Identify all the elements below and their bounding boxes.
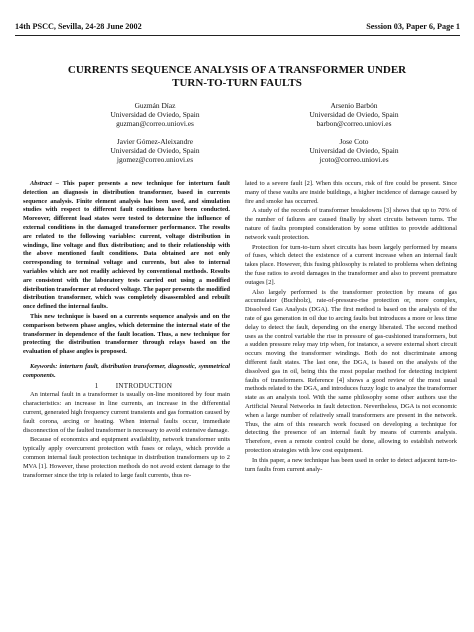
author-name: Javier Gómez-Aleixandre [116, 137, 194, 146]
author-email[interactable]: guzman@correo.uniovi.es [116, 119, 194, 128]
body-paragraph: Protection for turn-to-turn short circuits has been largely performed by means of fuses, which detect the existence of a current increase when an internal fault takes place. However, this fusing philosophy is related to problems when defining the fuse ratios to avoid damages in the transformer and also to prevent premature outages [2]. [245, 243, 457, 286]
author-name: Arsenio Barbón [330, 101, 378, 110]
author-affiliation: Universidad de Oviedo, Spain [110, 110, 200, 119]
author-email[interactable]: jgomez@correo.uniovi.es [116, 155, 194, 164]
running-header [15, 22, 460, 34]
author-name: Jose Coto [339, 137, 369, 146]
author-name: Guzmán Díaz [134, 101, 176, 110]
author-affiliation: Universidad de Oviedo, Spain [309, 110, 399, 119]
section-number: 1 [94, 381, 99, 390]
author-email[interactable]: barbon@correo.uniovi.es [316, 119, 392, 128]
author-email[interactable]: jcoto@correo.uniovi.es [319, 155, 389, 164]
author-affiliation: Universidad de Oviedo, Spain [110, 146, 200, 155]
keywords: Keywords: interturn fault, distribution transformer, diagnostic, symmetrical components. [23, 362, 230, 379]
body-paragraph: Also largely performed is the transformer protection by means of gas accumulator (Buchholz), rate-of-pressure-rise protection or, more complex, Dissolved Gas Analysis (DGA). The first method is based on the analysis of the rate of gas generation in oil due to arcing faults but introduces a more or less time delay to detect the fault, depending on the energy liberated. The second method uses as the control variable the rise in pressure of gas-cushioned transformers, but a sudden pressure relay may trip when, for instance, a severe external short circuit occurs moving the transformer windings. Both do not discriminate among different fault states. The last one, the DGA, is based on the analysis of the dissolved gas in oil, being this the most popular method for detecting incipient faults of transformers. Reference [4] shows a good review of the most usual methods related to the DGA, and introduces fuzzy logic to analyze the transformer state as an analysis tool. With the same philosophy some other authors use the Artificial Neural Networks in fault detection. Nevertheless, DGA is not economic when a large number of relatively small transformers are present in the network. Thus, the aim of this research work focused on developing a technique for detecting the presence of an internal fault by means of currents analysis. Therefore, even a remote control could be done, allowing to establish network protection strategies with low cost equipment. [245, 288, 457, 454]
title-line-1: CURRENTS SEQUENCE ANALYSIS OF A TRANSFORMER UNDER [67, 64, 407, 76]
body-paragraph: A study of the records of transformer breakdowns [3] shows that up to 70% of the number of failures are caused finally by short circuits between turns. The nature of faults prompted consideration by some utilities to provide additional network vault protection. [245, 207, 457, 241]
body-paragraph: lated to a severe fault [2]. When this occurs, risk of fire could be present. Since many of these vaults are inside buildings, a higher incidence of damage caused by fire and smoke has occurred. [245, 180, 457, 205]
author-block [254, 101, 454, 128]
body-paragraph: Because of economics and equipment availability, network transformer units typically apply overcurrent protection with fuses or relays, which provide a common internal fault protection technique in distribution transformers up to 2 MVA [1]. However, these protection methods do not avoid extent damage to the transformer since the trip is related to large fault currents, thus re- [23, 436, 230, 479]
abstract-text: – This paper presents a new technique for interturn fault detection an diagnosis in distribution transformer, based in currents sequence analysis. Finite element analysis has been used, and simulation studies with respect to different fault conditions have been conducted. Moreover, different load states were tested to determine the influence of external conditions in the damaged transformer performance. The results are related to the following variables: current, voltage distribution in windings, line voltage and flux distribution; and to their relationship with the above mentioned fault conditions. Data obtained are not only corresponding to terminal voltage and currents, but also to internal variables which are not readily achieved by conventional methods. Results are consistent with the laboratory tests carried out using a modified distribution transformer at reduced voltage. The paper presents the modified distribution transformer, which was completely disassembled and rebuilt once defined the internal faults. [23, 180, 231, 311]
body-paragraph: An internal fault in a transformer is usually on-line monitored by four main characteristics: an increase in line currents, an increase in the differential current, generated high frequency current transients and gas formation caused by fault corona, arcing or heating. When internal faults occur, immediate disconnection of the faulted transformer is necessary to avoid extensive damage. [23, 391, 230, 434]
session-label: Session 03, Paper 6, Page 1 [366, 22, 460, 31]
section-title: INTRODUCTION [115, 381, 173, 390]
section-heading [23, 382, 230, 391]
author-affiliation: Universidad de Oviedo, Spain [309, 146, 399, 155]
abstract-lead: Abstract [30, 180, 52, 187]
abstract-paragraph-2: This new technique is based on a currents sequence analysis and on the comparison between phase angles, which determine the internal state of the transformer in dependence of the fault location. Thus, a new technique for protecting the distribution transformer through relays based on the evaluation of phase angles is proposed. [23, 312, 230, 356]
author-block [254, 137, 454, 164]
abstract-paragraph [23, 180, 230, 312]
title-line-2: TURN-TO-TURN FAULTS [172, 77, 302, 89]
author-block [55, 101, 255, 128]
left-column [23, 180, 230, 481]
author-block [55, 137, 255, 164]
body-paragraph: In this paper, a new technique has been used in order to detect adjacent turn-to-turn faults from current analy- [245, 456, 457, 473]
header-rule [15, 35, 460, 36]
conference-label: 14th PSCC, Sevilla, 24-28 June 2002 [15, 22, 142, 31]
right-column [245, 180, 457, 475]
paper-title [40, 64, 434, 90]
